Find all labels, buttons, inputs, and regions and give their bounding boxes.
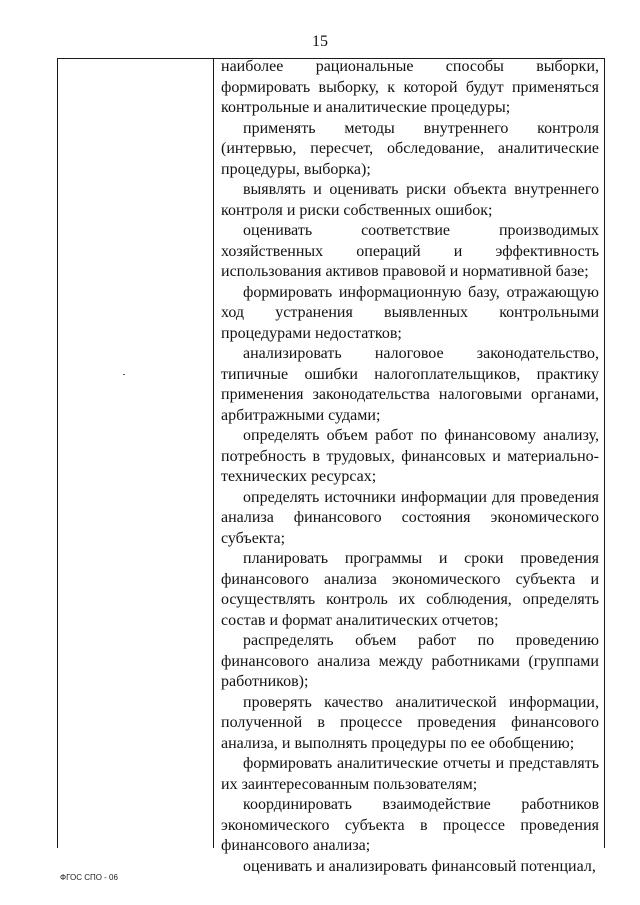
skill-paragraph: определять объем работ по финансовому анализу, потребность в трудовых, финансовых и материально-технических ресурсах; — [221, 427, 599, 485]
skill-paragraph: формировать аналитические отчеты и представлять их заинтересованным пользователям; — [221, 755, 599, 793]
scan-dot-mark — [123, 374, 125, 375]
table-left-cell — [58, 59, 212, 847]
skill-paragraph: координировать взаимодействие работников экономического субъекта в процессе проведения финансового анализа; — [221, 796, 599, 854]
skill-paragraph: формировать информационную базу, отражающую ход устранения выявленных контрольными процедурами недостатков; — [221, 283, 599, 342]
skill-paragraph: распределять объем работ по проведению финансового анализа между работниками (группами работников); — [221, 632, 599, 690]
skill-paragraph: планировать программы и сроки проведения финансового анализа экономического субъекта и осуществлять контроль их соблюдения, определять состав и формат аналитических отчетов; — [221, 550, 599, 629]
skill-paragraph: применять методы внутреннего контроля (интервью, пересчет, обследование, аналитические процедуры, выборка); — [221, 119, 599, 178]
skill-paragraph: оценивать соответствие производимых хозяйственных операций и эффективность использования активов правовой и нормативной базе; — [221, 222, 599, 280]
skill-paragraph: определять источники информации для проведения анализа финансового состояния экономического субъекта; — [221, 488, 599, 547]
table-column-divider — [213, 58, 214, 848]
document-footer-code: ФГОС СПО - 06 — [60, 873, 118, 882]
page-number: 15 — [312, 33, 328, 50]
skill-paragraph: выявлять и оценивать риски объекта внутреннего контроля и риски собственных ошибок; — [221, 181, 599, 219]
skill-paragraph: проверять качество аналитической информации, полученной в процессе проведения финансового анализа, и выполнять процедуры по ее обобщению; — [221, 693, 599, 752]
skill-paragraph: наиболее рациональные способы выборки, формировать выборку, к которой будут применяться контрольные и аналитические процедуры; — [221, 58, 599, 116]
skill-paragraph: анализировать налоговое законодательство, типичные ошибки налогоплательщиков, практику применения законодательства налоговыми органами, арбитражными судами; — [221, 345, 599, 424]
skill-paragraph-continued: оценивать и анализировать финансовый потенциал, — [243, 857, 596, 875]
table-right-cell — [221, 57, 599, 877]
